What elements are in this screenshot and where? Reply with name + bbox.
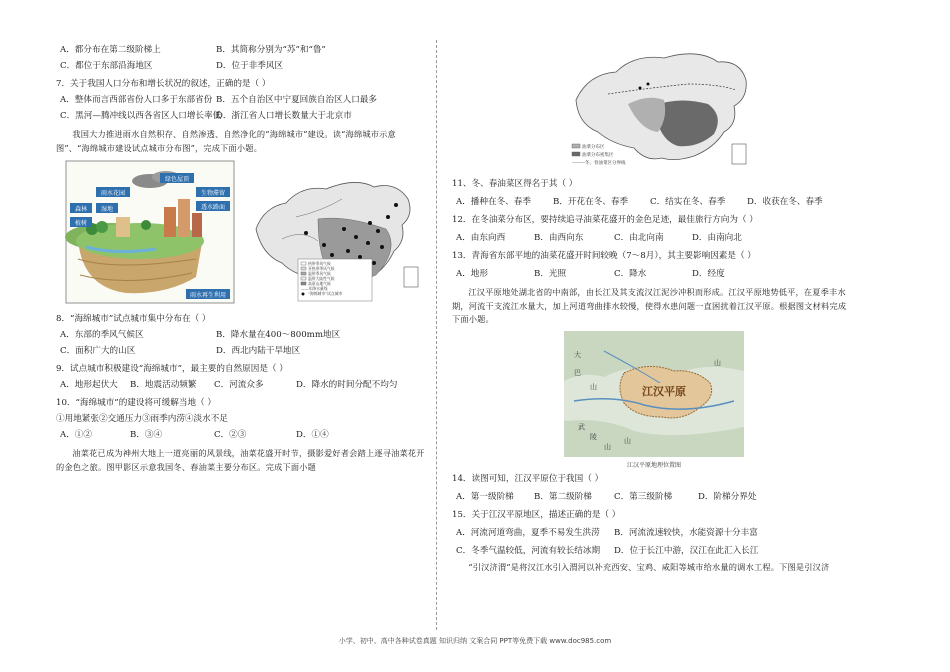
q13-option-d: D．经度 (692, 269, 725, 279)
q8-stem: 8．“海绵城市”试点城市集中分布在（ ） (56, 314, 211, 324)
q14-options (452, 491, 892, 503)
q14-stem: 14．读图可知，江汉平原位于我国（ ） (452, 473, 604, 484)
q7-option-c: C．黑河—腾冲线以西各省区人口增长率低 (60, 111, 222, 121)
legend-tropical: 热带季风气候 (308, 261, 331, 266)
jianghan-map-caption: 江汉平原地理位置图 (626, 461, 682, 469)
q7-options-row2 (56, 110, 428, 122)
q13-option-c: C．降水 (614, 269, 647, 279)
legend-plateau: 高原山地气候 (308, 281, 331, 286)
q12-stem: 12．在冬油菜分布区，要持续追寻油菜花盛开的金色足迹，最佳旅行方向为（ ） (452, 215, 758, 225)
map-label-shan-4: 山 (604, 442, 611, 451)
figure-row-sponge (56, 159, 428, 307)
q14-option-b: B．第二级阶梯 (534, 491, 592, 502)
q8-options-row2 (56, 345, 428, 357)
legend-pilot-city: “海绵城市”试点城市 (308, 291, 343, 296)
q7-stem: 7．关于我国人口分布和增长状况的叙述，正确的是（ ） (56, 79, 271, 89)
q14-option-c: C．第三级阶梯 (614, 491, 673, 502)
q6-options-row1 (56, 44, 428, 56)
q15-option-a: A．河流河道弯曲，夏季不易发生洪涝 (456, 527, 600, 538)
q7-option-b: B．五个自治区中宁夏回族自治区人口最多 (216, 95, 378, 105)
q15-stem: 15．关于江汉平原地区，描述正确的是（ ） (452, 509, 621, 520)
label-permeable-road: 透水路面 (200, 204, 226, 211)
rapeseed-map-figure (568, 44, 892, 172)
q15-options-row1 (452, 527, 892, 539)
q8-option-c: C．面积广大的山区 (60, 346, 136, 356)
jianghan-plain-label: 江汉平原 (642, 384, 686, 398)
q6-option-c: C．都位于东部沿海地区 (60, 61, 153, 71)
legend-continental: 温带大陆性气候 (308, 276, 335, 281)
column-divider (436, 40, 437, 630)
q11-options (452, 196, 892, 208)
q9-option-c: C．河流众多 (214, 380, 264, 390)
q6-option-a: A．都分布在第二级阶梯上 (60, 45, 161, 55)
rapeseed-distribution-map (568, 44, 754, 172)
q7-option-a: A．整体而言西部省份人口多于东部省份 (60, 95, 213, 105)
left-column (56, 44, 428, 474)
sponge-pilot-city-map (246, 161, 422, 303)
q8-option-d: D．西北内陆干旱地区 (216, 346, 301, 356)
q9-options (56, 379, 428, 391)
page-footer: 小学、初中、高中各种试卷真题 知识归纳 文案合同 PPT等免费下载 www.doc985.com (338, 637, 612, 645)
q13-option-a: A．地形 (456, 269, 488, 279)
q11-option-a: A．播种在冬、春季 (456, 197, 531, 207)
map-label-da: 大 (574, 350, 581, 359)
legend-rapeseed-area: 油菜分布区 (582, 145, 605, 150)
label-plant-trees: 植树 (74, 220, 88, 227)
q11-option-c: C．结实在冬、春季 (650, 197, 726, 207)
q11-stem: 11、冬、春油菜区得名于其（ ） (452, 179, 578, 189)
right-column (452, 44, 892, 574)
q11-option-b: B．开花在冬、春季 (553, 197, 629, 207)
q7-options-row1 (56, 94, 428, 106)
map-label-ling: 陵 (590, 432, 597, 441)
q7-option-d: D．浙江省人口增长数量大于北京市 (216, 111, 352, 121)
map-label-shan-3: 山 (624, 436, 631, 445)
passage-rapeseed: 油菜花已成为神州大地上一道亮丽的风景线，油菜花盛开时节，摄影爱好者会踏上逐寻油菜花开的金色之旅。图甲影区示意我国冬、春油菜主要分布区。完成下面小题 (56, 448, 425, 472)
label-bio-retention: 生物滞留 (200, 190, 226, 197)
q15-option-d: D．位于长江中游，汉江在此汇入长江 (614, 545, 759, 556)
q10-option-c: C．②③ (214, 430, 247, 440)
q10-option-a: A．①② (60, 430, 92, 440)
q12-option-c: C．由北向南 (614, 233, 664, 243)
q13-options (452, 268, 892, 280)
label-rain-reuse: 雨水再生利用 (189, 292, 227, 299)
q12-option-a: A．由东向西 (456, 233, 506, 243)
q9-stem: 9．试点城市积极建设“海绵城市”，最主要的自然原因是（ ） (56, 364, 288, 374)
q11-option-d: D．收获在冬、春季 (747, 197, 823, 207)
passage-jianghan: 江汉平原地处湖北省的中南部，由长江及其支流汉江泥沙冲积而形成。江汉平原地势低平，在夏季丰水期，河流干支流江水量大，加上河道弯曲排水较慢，使得水患问题一直困扰着江汉平原。根据图文材料完成下面小题。 (452, 287, 847, 324)
q9-option-a: A．地形起伏大 (60, 380, 118, 390)
q6-option-b: B．其简称分别为“苏”和“鲁” (216, 45, 326, 55)
label-forest: 森林 (74, 206, 88, 213)
legend-subtropical: 亚热带季风气候 (308, 266, 335, 271)
q12-options (452, 232, 892, 244)
q10-option-b: B．③④ (130, 430, 163, 440)
label-green-roof: 绿色屋顶 (164, 176, 190, 183)
q8-option-b: B．降水量在400～800mm地区 (216, 330, 341, 340)
sponge-figures (56, 159, 428, 307)
legend-temperate-monsoon: 温带季风气候 (308, 271, 331, 276)
q14-option-d: D．阶梯分界处 (698, 491, 757, 502)
q6-options-row2 (56, 60, 428, 72)
q14-option-a: A．第一级阶梯 (456, 491, 514, 502)
q15-options-row2 (452, 545, 892, 557)
q9-option-b: B．地震活动频繁 (130, 380, 197, 390)
q9-option-d: D．降水的时间分配不均匀 (296, 380, 398, 390)
q10-options (56, 429, 428, 441)
map-label-ba: 巴 (574, 368, 581, 377)
q6-option-d: D．位于非季风区 (216, 61, 284, 71)
sponge-city-illustration (65, 161, 234, 303)
label-wetland: 湿地 (100, 206, 114, 213)
passage-sponge-city: 我国大力推进雨水自然积存、自然渗透、自然净化的“海绵城市”建设。读“海绵城市示意图”、“海绵城市建设试点城市分布图”，完成下面小题。 (56, 129, 396, 153)
q12-option-d: D．由南向北 (692, 233, 742, 243)
legend-boundary: --------冬、春油菜区分界线 (572, 161, 626, 166)
q10-option-d: D．①④ (296, 430, 329, 440)
map-label-wu: 武 (578, 422, 585, 431)
q15-option-c: C．冬季气温较低，河流有较长结冰期 (456, 545, 601, 556)
q8-options-row1 (56, 329, 428, 341)
q10-stem: 10．“海绵城市”的建设将可缓解当地（ ） (56, 398, 216, 408)
passage-yinhan-jiwei: “引汉济渭”是将汉江水引入渭河以补充西安、宝鸡、咸阳等城市给水量的调水工程。下图是引汉济 (468, 561, 830, 572)
q13-stem: 13．青海省东部平地的油菜花盛开时间较晚（7～8月），其主要影响因素是（ ） (452, 251, 756, 261)
q15-option-b: B．河流流速较快，水能资源十分丰富 (614, 527, 758, 538)
jianghan-location-map (564, 331, 744, 469)
label-rain-garden: 雨水花园 (100, 190, 126, 197)
q13-option-b: B．光照 (534, 269, 567, 279)
q12-option-b: B．由西向东 (534, 233, 584, 243)
q8-option-a: A．东部的季风气候区 (60, 330, 144, 340)
map-label-shan-2: 山 (714, 358, 721, 367)
jianghan-map-figure (564, 331, 892, 469)
map-label-shan-1: 山 (590, 382, 597, 391)
q10-sub: ①用地紧张②交通压力③雨季内涝④淡水不足 (56, 414, 228, 424)
legend-rapeseed-dense: 油菜分布密集区 (582, 153, 614, 158)
legend-isohyet: ——年降水量线 (301, 286, 328, 291)
